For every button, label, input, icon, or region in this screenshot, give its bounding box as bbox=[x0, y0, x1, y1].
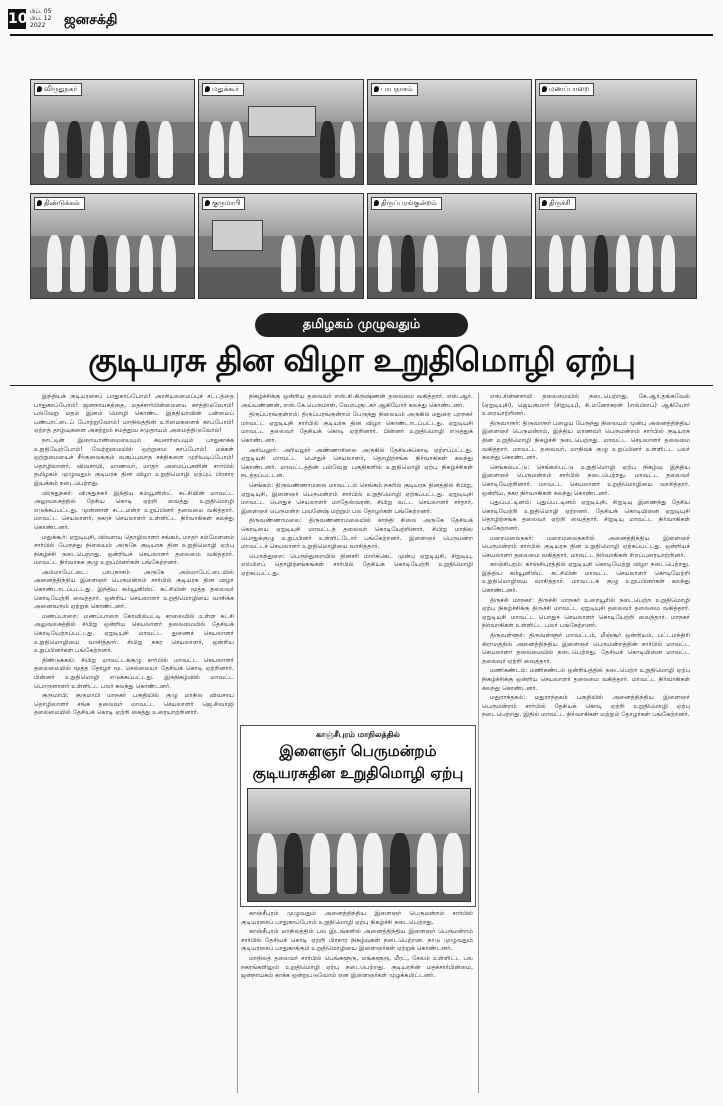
paragraph: செங்கல்பட்டு: செங்கல்பட்டு உறுதிமொழி ஏற்பு நிகழ்வு இந்திய இளைஞர் பெருமன்றம் சார்பில் நடைபெற்றது. மாவட்ட தலைவர் கொடியேற்றினார். மாவட்ட செயலாளர் உறுதிமொழியை வாசித்தார். ஒன்றிய, நகர நிர்வாகிகள் கலந்து கொண்டனர். bbox=[482, 463, 690, 497]
photo-virudhunagar bbox=[30, 79, 195, 185]
date-line-2: பிப். 12 bbox=[30, 15, 52, 22]
photo-madhukkur bbox=[198, 79, 364, 185]
paragraph: காஞ்சீபுரம் மாநிலத்தில் பல இடங்களில் அனைத்திந்திய இளைஞர் பெருமன்றம் சார்பில் தேசியக் கொடி ஏற்றி பிரசார நிகழ்வுகள் நடைபெற்றன. நாடு முழுவதும் குடியரசைப் பாதுகாக்கும் உறுதிமொழியை இளைஞர்கள் ஏற்றுக் கொண்டனர். bbox=[241, 928, 473, 953]
location-pin-icon bbox=[374, 200, 379, 206]
paragraph: மதுக்கூர்: ஏஐடியுசி, விவசாய தொழிலாளர் சங்கம், மாதர் சம்மேளனம் சார்பில் பேருந்து நிலையம் அருகே குடியரசு தின உறுதிமொழி ஏற்பு நிகழ்ச்சி நடைபெற்றது. ஒன்றியச் செயலாளர் தலைமை வகித்தார். மாவட்ட நிர்வாகக் குழு உறுப்பினர்கள் பங்கேற்றனர். bbox=[34, 533, 234, 567]
article-column-3 bbox=[482, 393, 690, 1093]
location-pin-icon bbox=[205, 86, 210, 92]
location-pin-icon bbox=[542, 200, 547, 206]
headline-rule bbox=[10, 385, 713, 386]
column-divider bbox=[237, 393, 238, 1093]
paragraph: காஞ்சீபுரம் முழுவதும் அனைத்திந்திய இளைஞர் பெருமன்றம் சார்பில் குடியரசைப் பாதுகாப்போம் உறுதிமொழி ஏற்பு நிகழ்ச்சி நடைபெற்றது. bbox=[241, 910, 473, 926]
sub-article-photo bbox=[247, 788, 471, 902]
location-pin-icon bbox=[205, 200, 210, 206]
paragraph: இந்தியக் குடியரசைப் பாதுகாப்போம்! அரசியலமைப்புச் சட்டத்தை பாதுகாப்போம்! ஜனநாயகத்தை, மதச்சார்பின்மையை காத்திடுவோம்! பல்வேறு மதம் இனம் மொழி கொண்ட இந்தியாவின் பன்மைப் பண்பாட்டைப் போற்றுவோம்! மாநிலத்தின் உரிமைகளைக் காப்போம்! ஏற்றத் தாழ்வுகளை அகற்றும் சமத்துவ சமுதாயம் அமைத்திடுவோம்! bbox=[34, 393, 234, 435]
paragraph: காஞ்சிபுரம்: காஞ்சிபுரத்தில் ஏஐடியுசி கொடியேற்று விழா நடைபெற்றது. இந்திய கம்யூனிஸ்ட் கட்சியின் மாவட்ட செயலாளர் கொடியேற்றி உறுதிமொழியை வாசித்தார். மாவட்டக் குழு உறுப்பினர்கள் கலந்து கொண்டனர். bbox=[482, 561, 690, 595]
paragraph: திண்டுக்கல்: சிபிஐ மாவட்டக்குழு சார்பில் மாவட்ட செயலாளர் தலைமையில் மூத்த தோழர் மூ. செல்லையா தேசியக் கொடி ஏற்றினார். பின்னர் உறுதிமொழி எடுக்கப்பட்டது. இந்நிகழ்வில் மாவட்ட பொருளாளர் உள்ளிட்ட பலர் கலந்து கொண்டனர். bbox=[34, 656, 234, 690]
photo-caption: மதுக்கூர் bbox=[202, 83, 244, 96]
paragraph: எஸ்.சின்னசாமி தலைமையில் நடைபெற்றது. கே.ஆர்.தங்கவேல் (ஏஐடியுசி), ஜெயகுமார் (சிஐடியு), சி.மனோகரன் (எல்பிஎப்) ஆகியோர் உரையாற்றினர். bbox=[482, 393, 690, 418]
location-pin-icon bbox=[374, 86, 379, 92]
paragraph: திருப்பரங்குன்றம்: திருப்பரங்குன்றம் பேருந்து நிலையம் அருகில் மதுரை புறநகர் மாவட்ட ஏஐடியுசி சார்பில் குடியரசு தின விழா கொண்டாடப்பட்டது. ஏஐடியுசி மாவட்ட தலைவர் தேசியக் கொடி ஏற்றினார். பின்னர் உறுதிமொழி எடுத்துக் கொண்டனர். bbox=[241, 411, 473, 444]
page-number: 10 bbox=[8, 11, 28, 27]
photo-thiruparankundram bbox=[367, 193, 532, 299]
paragraph: மணிகண்டம்: மணிகண்டம் ஒன்றியத்தில் நடைபெற்ற உறுதிமொழி ஏற்பு நிகழ்ச்சிக்கு ஒன்றிய செயலாளர் தலைமை வகித்தார். மாவட்ட நிர்வாகிகள் கலந்து கொண்டனர். bbox=[482, 667, 690, 692]
location-pin-icon bbox=[37, 200, 42, 206]
photo-dindigul bbox=[30, 193, 195, 299]
paragraph: மாநிலத் தலைவர் சார்பில் பெங்களூரு, மங்களூரு, மீரட், சேலம் உள்ளிட்ட பல நகரங்களிலும் உறுதிமொழி ஏற்பு நடைபெற்றது. குடியரசின் மதச்சார்பின்மை, ஜனநாயகம் காக்க ஒன்றுபடுவோம் என இளைஞர்கள் முழக்கமிட்டனர். bbox=[241, 954, 473, 980]
photo-manapparai bbox=[535, 79, 697, 185]
sub-article-title-line-2: குடியரசுதின உறுதிமொழி ஏற்பு bbox=[252, 764, 464, 782]
paragraph: அம்மாபேட்டை: பாபநாசம் அருகே அம்மாபேட்டையில் அனைத்திந்திய இளைஞர் பெருமன்றம் சார்பில் குடியரசு தின விழா கொண்டாடப்பட்டது. இந்திய கம்யூனிஸ்ட் கட்சியின் மூத்த தலைவர் கொடியேற்றி வைத்தார். ஒன்றிய செயலாளர் உறுதிமொழியை வாசிக்க அனைவரும் ஏற்றுக் கொண்டனர். bbox=[34, 568, 234, 611]
photo-papanasam bbox=[367, 79, 532, 185]
paragraph: திருச்சி மாநகர்: திருச்சி மாநகர் உறையூரில் நடைபெற்ற உறுதிமொழி ஏற்பு நிகழ்ச்சிக்கு திருச்சி மாவட்ட ஏஐடியுசி தலைவர் தலைமை வகித்தார். ஏஐடியுசி மாவட்ட பொதுச் செயலாளர் கொடியேற்றி வைத்தார். மாநகர் நிர்வாகிகள் உள்ளிட்ட பலர் பங்கேற்றனர். bbox=[482, 596, 690, 630]
location-pin-icon bbox=[37, 86, 42, 92]
publication-name: ஜனசக்தி bbox=[64, 12, 118, 28]
sub-article-box bbox=[240, 725, 476, 907]
photo-caption: திருப்பரங்குன்றம் bbox=[371, 197, 442, 210]
date-line-3: 2022 bbox=[30, 22, 46, 29]
photo-caption: குருமாபி bbox=[202, 197, 245, 210]
photo-caption: விருதுநகர் bbox=[34, 83, 82, 96]
paragraph: மணப்பாறை: மணப்பாறை கோவில்பட்டி சாலையில் உள்ள கட்சி அலுவலகத்தில் சிபிஐ ஒன்றிய செயலாளர் தலைமையில் தேசியக் கொடியேற்றப்பட்டது. ஏஐடியுசி மாவட்ட துணைச் செயலாளர் உறுதிமொழியை வாசித்தார். சிபிஐ நகர செயலாளர், ஒன்றிய உறுப்பினர்கள் பங்கேற்றனர். bbox=[34, 612, 234, 655]
photo-trichy bbox=[535, 193, 697, 299]
column-divider bbox=[478, 393, 479, 1093]
article-column-2 bbox=[241, 393, 473, 719]
page-header bbox=[6, 6, 717, 36]
issue-date bbox=[30, 8, 51, 29]
paragraph: திருவள்ளூர்: திருவள்ளூர் மாவட்டம், மீஞ்சூர் ஒன்றியம், பட்டமந்திரி கிராமத்தில் அனைத்திந்திய இளைஞர் பெருமன்றத்தின் சார்பில் மாவட்ட செயலாளர் தலைமையில் நடைபெற்றது. தேசியக் கொடியினை மாவட்ட தலைவர் ஏற்றி வைத்தார். bbox=[482, 632, 690, 665]
sub-article-body bbox=[241, 910, 473, 1095]
location-pin-icon bbox=[542, 86, 547, 92]
paragraph: குருமாபி: குருமாபி மாநகர் பகுதியில் குழு மாநில விவசாய தொழிலாளர் சங்க தலைவர் மாவட்ட செயலாளர் ஜெ.சிவாஜி தலைமையில் தேசியக் கொடி ஏற்றி கைத்து உரையாற்றினார். bbox=[34, 692, 234, 717]
paragraph: பெருந்துறை: பெருந்துறையில் தினசரி மார்க்கெட் முன்பு ஏஐடியுசி, சிஐடியு, எல்பிஎப் தொழிற்சங்கங்கள் சார்பில் தேசியக் கொடியேற்றி உறுதிமொழி ஏற்கப்பட்டது. bbox=[241, 552, 473, 577]
photo-caption: மணப்பாறை bbox=[539, 83, 594, 96]
paragraph: திருவாரூர்: திருவாரூர் பழைய பேருந்து நிலையம் முன்பு அனைத்திந்திய இளைஞர் பெருமன்றம், இந்திய மாணவர் பெருமன்றம் சார்பில் குடியரசு தின உறுதிமொழி நிகழ்ச்சி நடைபெற்றது. மாவட்ட செயலாளர் தலைமை வகித்தார். மாவட்ட தலைவர், மாநிலக் குழு உறுப்பினர் உள்ளிட்ட பலர் கலந்து கொண்டனர். bbox=[482, 419, 690, 462]
paragraph: விருதுநகர்: விருதுநகர் இந்திய கம்யூனிஸ்ட் கட்சியின் மாவட்ட அலுவலகத்தில் தேசிய கொடி ஏற்றி வைத்து உறுதிமொழி எடுக்கப்பட்டது. முன்னாள் சட்டமன்ற உறுப்பினர் தலைமை வகித்தார். மாவட்ட செயலாளர், நகரச் செயலாளர் உள்ளிட்ட நிர்வாகிகள் கலந்து கொண்டனர். bbox=[34, 489, 234, 531]
paragraph: திருவண்ணாமலை: திருவண்ணாமலையில் காந்தி சிலை அருகே தேசியக் கொடியை ஏஐடியுசி மாவட்டத் தலைவர் கொடியேற்றினார். சிபிஐ மாநில பொதுக்குழு உறுப்பினர் உள்ளிட்டோர் பங்கேற்றனர். இளைஞர் பெருமன்ற மாவட்டச் செயலாளர் உறுதிமொழியை வாசித்தார். bbox=[241, 517, 473, 551]
paragraph: அரியலூர்: அரியலூர் அண்ணாசிலை அருகில் தேசியக்கொடி ஏற்றப்பட்டது. ஏஐடியுசி மாவட்ட பொதுச் செயலாளர், தொழிற்சங்க நிர்வாகிகள் கலந்து கொண்டனர். மாவட்டத்தின் பல்வேறு பகுதிகளில் உறுதிமொழி ஏற்பு நிகழ்ச்சிகள் நடத்தப்பட்டன. bbox=[241, 446, 473, 480]
paragraph: நிகழ்ச்சிக்கு ஒன்றிய தலைவர் எஸ்.சி.கிருஷ்ணன் தலைமை வகித்தார். எஸ்.ஆர். அய்யண்ணன், எஸ்.கே.பெருமாள், வேம்புகுடகர் ஆகியோர் கலந்து கொண்டனர். bbox=[241, 393, 473, 409]
photo-caption: பாபநாசம் bbox=[371, 83, 418, 96]
paragraph: மறைமலைநகர்: மறைமலைநகரில் அனைத்திந்திய இளைஞர் பெருமன்றம் சார்பில் குடியரசு தின உறுதிமொழி ஏற்கப்பட்டது. ஒன்றியச் செயலாளர் தலைமை வகித்தார். மாவட்ட நிர்வாகிகள் சிறப்புரையாற்றினர். bbox=[482, 534, 690, 559]
sub-article-kicker: காஞ்சீபுரம் மாநிலத்தில் bbox=[316, 730, 400, 739]
paragraph: மதுராந்தகம்: மதுராந்தகம் பகுதியில் அனைத்திந்திய இளைஞர் பெருமன்றம் சார்பில் தேசியக் கொடி ஏற்றி உறுதிமொழி ஏற்பு நடைபெற்றது. இதில் மாவட்ட நிர்வாகிகள் மற்றும் தோழர்கள் பங்கேற்றனர். bbox=[482, 694, 690, 719]
paragraph: புதுப்பட்டினம்: புதுப்பட்டினம் ஏஐடியுசி, சிஐடியு இணைந்து தேசிய கொடியேற்றி உறுதிமொழி ஏற்றனர். தேசியக் கொடியினை ஏஐடியுசி தொழிற்சங்க தலைவர் ஏற்றி வைத்தார். சிஐடியு மாவட்ட நிர்வாகிகள் பங்கேற்றனர். bbox=[482, 499, 690, 532]
photo-caption: திண்டுக்கல் bbox=[34, 197, 85, 210]
section-tag: தமிழகம் முழுவதும் bbox=[255, 313, 468, 337]
date-line-1: பிப். 05 bbox=[30, 8, 52, 15]
main-headline: குடியரசு தின விழா உறுதிமொழி ஏற்பு bbox=[88, 340, 635, 379]
header-rule bbox=[10, 34, 713, 36]
photo-caption: திருச்சி bbox=[539, 197, 576, 210]
photo-kurumabi bbox=[198, 193, 364, 299]
paragraph: செங்கம்: திருவண்ணாமலை மாவட்டம் செங்கம் நகரில் குடியரசு தினத்தில் சிபிஐ, ஏஐடியுசி, இளைஞர் பெருமன்றம் சார்பில் உறுதிமொழி ஏற்கப்பட்டது. ஏஐடியுசி மாவட்ட பொதுச் செயலாளர் மாதேஸ்வரன், சிபிஐ வட்ட செயலாளர் சர்தார், இளைஞர் பெருமன்ற புவனேஷ் மற்றும் பல தோழர்கள் பங்கேற்றனர். bbox=[241, 481, 473, 515]
paragraph: நாட்டின் இறையாண்மையையும் சுயசார்பையும் பாதுகாக்க உறுதியேற்போம்! வேற்றுமையில் ஒற்றுமை காப்போம்! மக்கள் ஒற்றுமையைச் சீர்குலைக்கும் வகுப்புவாத சக்திகளை முறியடிப்போம்! தொழிலாளர், விவசாயி, மாணவர், மாதர் அமைப்புகளின் சார்பில் தமிழகம் முழுவதும் குடியரசு தின விழா உறுதிமொழி ஏற்புப் பிரசார இயக்கம் நடைபெற்றது. bbox=[34, 436, 234, 487]
sub-article-title-line-1: இளைஞர் பெருமன்றம் bbox=[279, 742, 437, 760]
article-column-1 bbox=[34, 393, 234, 1093]
